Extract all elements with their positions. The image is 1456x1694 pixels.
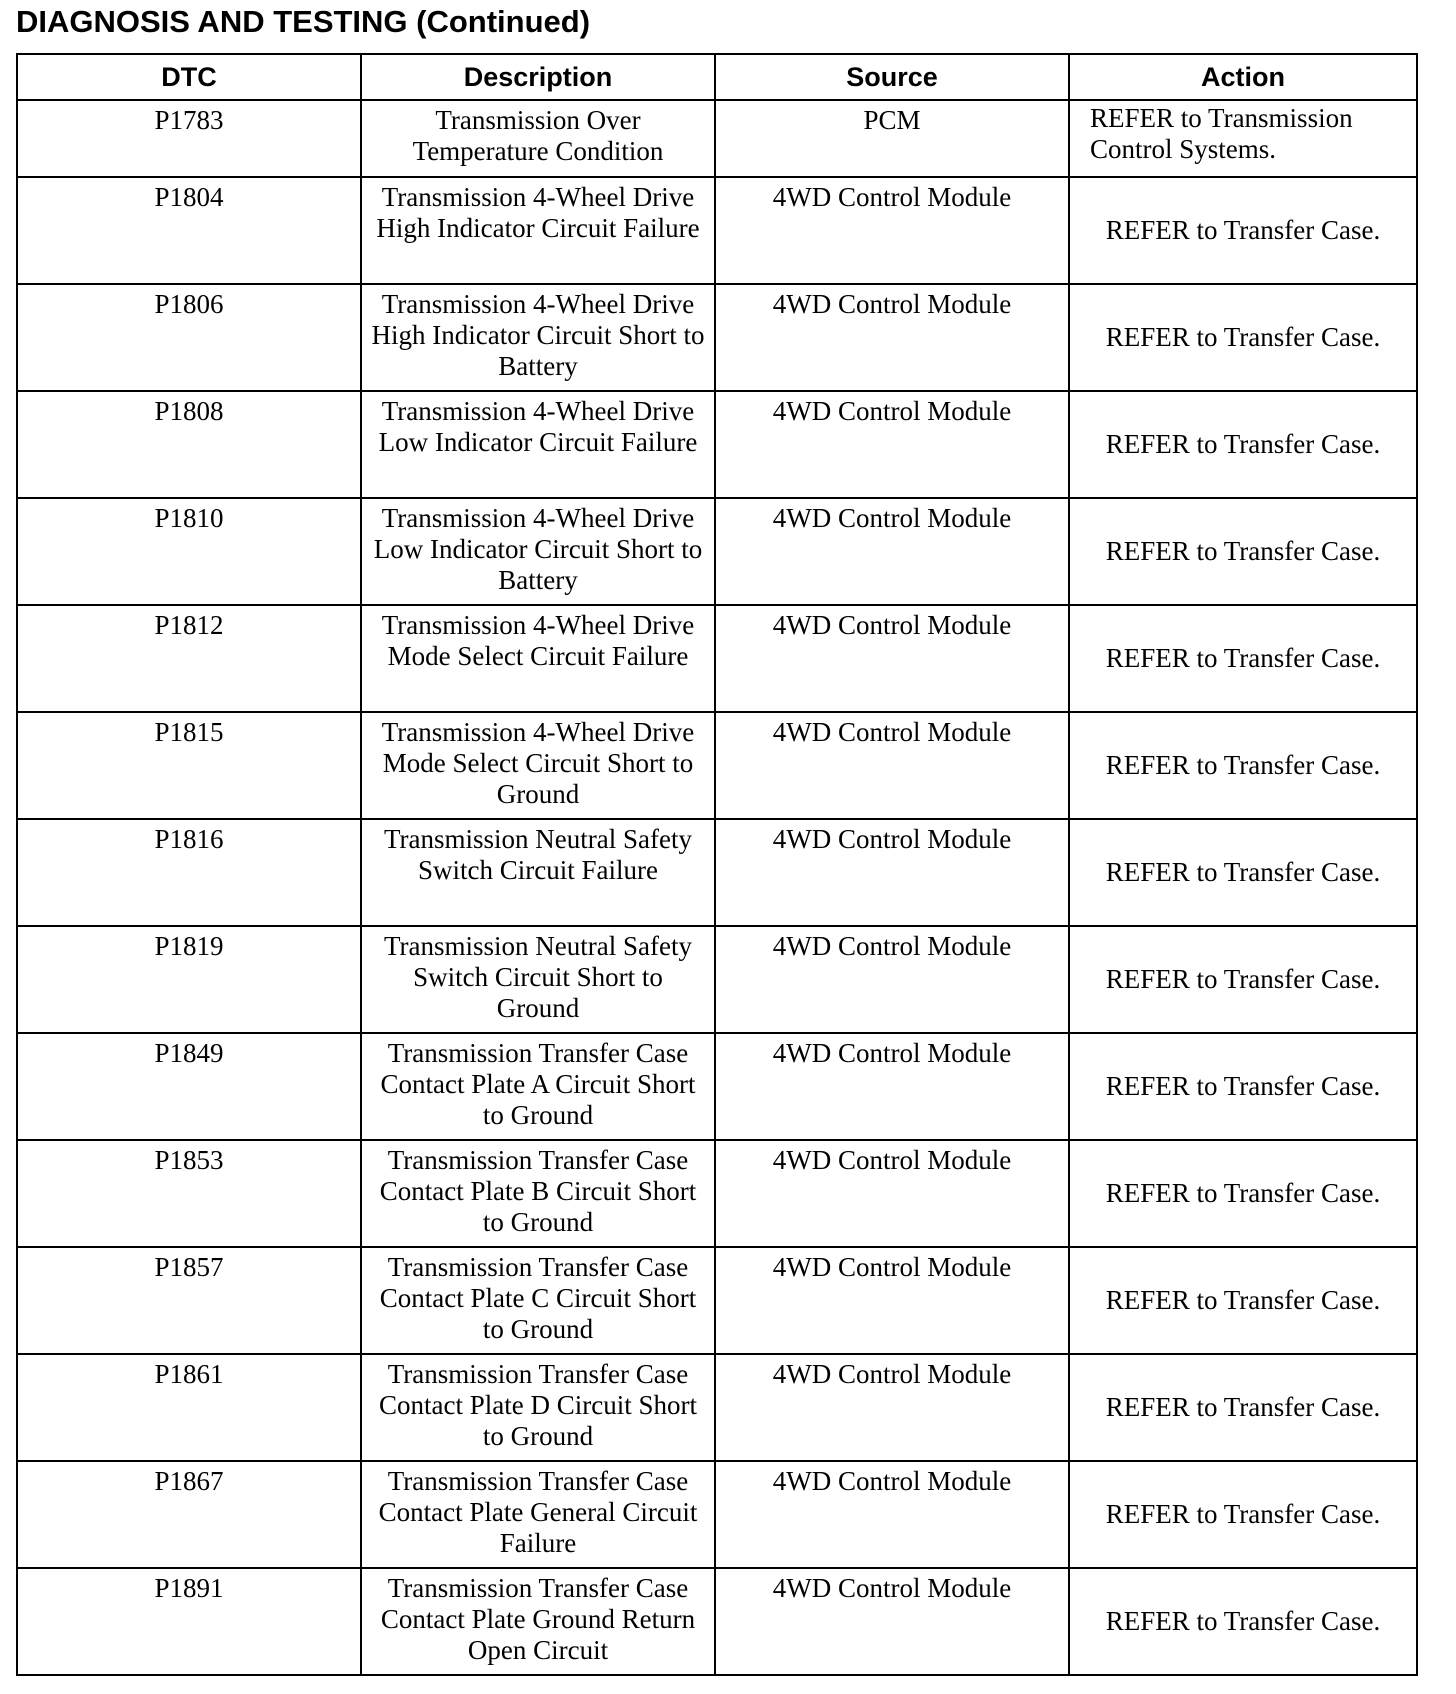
- table-row: [17, 1033, 1417, 1140]
- source-cell-text: PCM: [863, 105, 921, 135]
- description-cell: [361, 926, 715, 1033]
- table-row: [17, 605, 1417, 712]
- description-cell-text: Transmission 4-Wheel Drive High Indicator Circuit Short to Battery: [371, 289, 705, 381]
- action-cell-text: REFER to Transfer Case.: [1105, 964, 1381, 994]
- source-cell: [715, 1461, 1069, 1568]
- description-cell-text: Transmission Transfer Case Contact Plate C Circuit Short to Ground: [379, 1252, 697, 1344]
- source-cell: [715, 1140, 1069, 1247]
- source-cell-text: 4WD Control Module: [772, 1466, 1012, 1496]
- table-row: [17, 177, 1417, 284]
- description-cell: [361, 1247, 715, 1354]
- table-row: [17, 926, 1417, 1033]
- action-cell-text: REFER to Transfer Case.: [1105, 857, 1381, 887]
- header-action: Action: [1069, 54, 1417, 100]
- action-cell-text: REFER to Transfer Case.: [1105, 1606, 1381, 1636]
- description-cell-text: Transmission Transfer Case Contact Plate D Circuit Short to Ground: [379, 1359, 697, 1451]
- page-title: DIAGNOSIS AND TESTING (Continued): [16, 4, 591, 39]
- header-row: [17, 54, 1417, 100]
- source-cell-text: 4WD Control Module: [772, 1573, 1012, 1603]
- dtc-cell-text: P1783: [154, 105, 224, 135]
- table-row: [17, 819, 1417, 926]
- source-cell-text: 4WD Control Module: [772, 717, 1012, 747]
- dtc-cell: [17, 1568, 361, 1675]
- dtc-cell-text: P1810: [154, 503, 224, 533]
- dtc-cell-text: P1857: [154, 1252, 224, 1282]
- action-cell-text: REFER to Transfer Case.: [1105, 1178, 1381, 1208]
- table-row: [17, 1461, 1417, 1568]
- description-cell-text: Transmission Over Temperature Condition: [412, 105, 664, 166]
- source-cell: [715, 177, 1069, 284]
- dtc-cell-text: P1812: [154, 610, 224, 640]
- action-cell: [1069, 284, 1417, 391]
- table-row: [17, 712, 1417, 819]
- description-cell: [361, 605, 715, 712]
- action-cell: [1069, 1461, 1417, 1568]
- description-cell-text: Transmission 4-Wheel Drive Mode Select Circuit Short to Ground: [381, 717, 695, 809]
- action-cell-text: REFER to Transfer Case.: [1105, 1499, 1381, 1529]
- action-cell: [1069, 177, 1417, 284]
- description-cell-text: Transmission Transfer Case Contact Plate A Circuit Short to Ground: [380, 1038, 696, 1130]
- dtc-cell: [17, 1033, 361, 1140]
- action-cell: [1069, 819, 1417, 926]
- header-dtc: DTC: [17, 54, 361, 100]
- source-cell-text: 4WD Control Module: [772, 1145, 1012, 1175]
- description-cell: [361, 284, 715, 391]
- description-cell: [361, 819, 715, 926]
- description-cell-text: Transmission 4-Wheel Drive High Indicator Circuit Failure: [376, 182, 700, 243]
- table-row: [17, 1568, 1417, 1675]
- source-cell: [715, 1568, 1069, 1675]
- dtc-cell-text: P1815: [154, 717, 224, 747]
- description-cell: [361, 177, 715, 284]
- action-cell-text: REFER to Transfer Case.: [1105, 215, 1381, 245]
- table-row: [17, 1354, 1417, 1461]
- source-cell-text: 4WD Control Module: [772, 1359, 1012, 1389]
- table-row: [17, 1140, 1417, 1247]
- dtc-cell: [17, 1354, 361, 1461]
- source-cell: [715, 391, 1069, 498]
- dtc-cell-text: P1808: [154, 396, 224, 426]
- table-row: [17, 100, 1417, 177]
- action-cell: [1069, 498, 1417, 605]
- description-cell: [361, 1354, 715, 1461]
- description-cell-text: Transmission Transfer Case Contact Plate General Circuit Failure: [378, 1466, 698, 1558]
- source-cell-text: 4WD Control Module: [772, 610, 1012, 640]
- table-row: [17, 498, 1417, 605]
- description-cell-text: Transmission Neutral Safety Switch Circuit Short to Ground: [384, 931, 692, 1023]
- dtc-cell-text: P1849: [154, 1038, 224, 1068]
- table-row: [17, 1247, 1417, 1354]
- dtc-cell-text: P1861: [154, 1359, 224, 1389]
- header-description: Description: [361, 54, 715, 100]
- source-cell-text: 4WD Control Module: [772, 503, 1012, 533]
- dtc-cell-text: P1891: [154, 1573, 224, 1603]
- dtc-cell: [17, 819, 361, 926]
- action-cell-text: REFER to Transfer Case.: [1105, 750, 1381, 780]
- action-cell: [1069, 712, 1417, 819]
- description-cell: [361, 498, 715, 605]
- header-source: Source: [715, 54, 1069, 100]
- description-cell: [361, 1033, 715, 1140]
- dtc-cell: [17, 100, 361, 177]
- description-cell: [361, 100, 715, 177]
- action-cell-text: REFER to Transfer Case.: [1105, 1285, 1381, 1315]
- action-cell: [1069, 1033, 1417, 1140]
- source-cell-text: 4WD Control Module: [772, 289, 1012, 319]
- dtc-cell: [17, 1247, 361, 1354]
- source-cell: [715, 498, 1069, 605]
- action-cell-text: REFER to Transfer Case.: [1105, 1392, 1381, 1422]
- source-cell: [715, 819, 1069, 926]
- action-cell-text: REFER to Transfer Case.: [1105, 429, 1381, 459]
- dtc-cell-text: P1806: [154, 289, 224, 319]
- description-cell-text: Transmission Transfer Case Contact Plate B Circuit Short to Ground: [379, 1145, 697, 1237]
- description-cell-text: Transmission Transfer Case Contact Plate Ground Return Open Circuit: [380, 1573, 696, 1665]
- dtc-cell: [17, 177, 361, 284]
- table-row: [17, 284, 1417, 391]
- source-cell-text: 4WD Control Module: [772, 931, 1012, 961]
- table-header: [17, 54, 1417, 100]
- source-cell-text: 4WD Control Module: [772, 824, 1012, 854]
- action-cell: [1069, 1247, 1417, 1354]
- source-cell: [715, 712, 1069, 819]
- description-cell: [361, 712, 715, 819]
- dtc-cell: [17, 712, 361, 819]
- dtc-cell-text: P1853: [154, 1145, 224, 1175]
- source-cell: [715, 284, 1069, 391]
- action-cell-text: REFER to Transfer Case.: [1105, 643, 1381, 673]
- source-cell-text: 4WD Control Module: [772, 396, 1012, 426]
- dtc-cell: [17, 1461, 361, 1568]
- source-cell: [715, 1033, 1069, 1140]
- action-cell: [1069, 1354, 1417, 1461]
- dtc-table: [16, 53, 1418, 1676]
- source-cell: [715, 1247, 1069, 1354]
- dtc-cell: [17, 926, 361, 1033]
- source-cell: [715, 926, 1069, 1033]
- action-cell: [1069, 1140, 1417, 1247]
- action-cell: [1069, 926, 1417, 1033]
- action-cell: [1069, 391, 1417, 498]
- source-cell-text: 4WD Control Module: [772, 1252, 1012, 1282]
- table-body: [17, 100, 1417, 1675]
- source-cell-text: 4WD Control Module: [772, 182, 1012, 212]
- table-row: [17, 391, 1417, 498]
- dtc-cell-text: P1819: [154, 931, 224, 961]
- description-cell-text: Transmission 4-Wheel Drive Low Indicator Circuit Short to Battery: [373, 503, 703, 595]
- action-cell-text: REFER to Transmission Control Systems.: [1090, 103, 1353, 164]
- action-cell: [1069, 605, 1417, 712]
- description-cell-text: Transmission 4-Wheel Drive Mode Select Circuit Failure: [381, 610, 695, 671]
- description-cell-text: Transmission 4-Wheel Drive Low Indicator Circuit Failure: [378, 396, 698, 457]
- description-cell: [361, 391, 715, 498]
- dtc-cell: [17, 284, 361, 391]
- dtc-cell: [17, 391, 361, 498]
- action-cell-text: REFER to Transfer Case.: [1105, 322, 1381, 352]
- description-cell: [361, 1461, 715, 1568]
- description-cell: [361, 1140, 715, 1247]
- dtc-cell-text: P1816: [154, 824, 224, 854]
- action-cell-text: REFER to Transfer Case.: [1105, 1071, 1381, 1101]
- source-cell-text: 4WD Control Module: [772, 1038, 1012, 1068]
- description-cell: [361, 1568, 715, 1675]
- action-cell: [1069, 100, 1417, 177]
- action-cell: [1069, 1568, 1417, 1675]
- dtc-cell-text: P1804: [154, 182, 224, 212]
- dtc-cell-text: P1867: [154, 1466, 224, 1496]
- source-cell: [715, 100, 1069, 177]
- source-cell: [715, 1354, 1069, 1461]
- dtc-cell: [17, 1140, 361, 1247]
- dtc-cell: [17, 498, 361, 605]
- description-cell-text: Transmission Neutral Safety Switch Circuit Failure: [384, 824, 692, 885]
- action-cell-text: REFER to Transfer Case.: [1105, 536, 1381, 566]
- source-cell: [715, 605, 1069, 712]
- dtc-cell: [17, 605, 361, 712]
